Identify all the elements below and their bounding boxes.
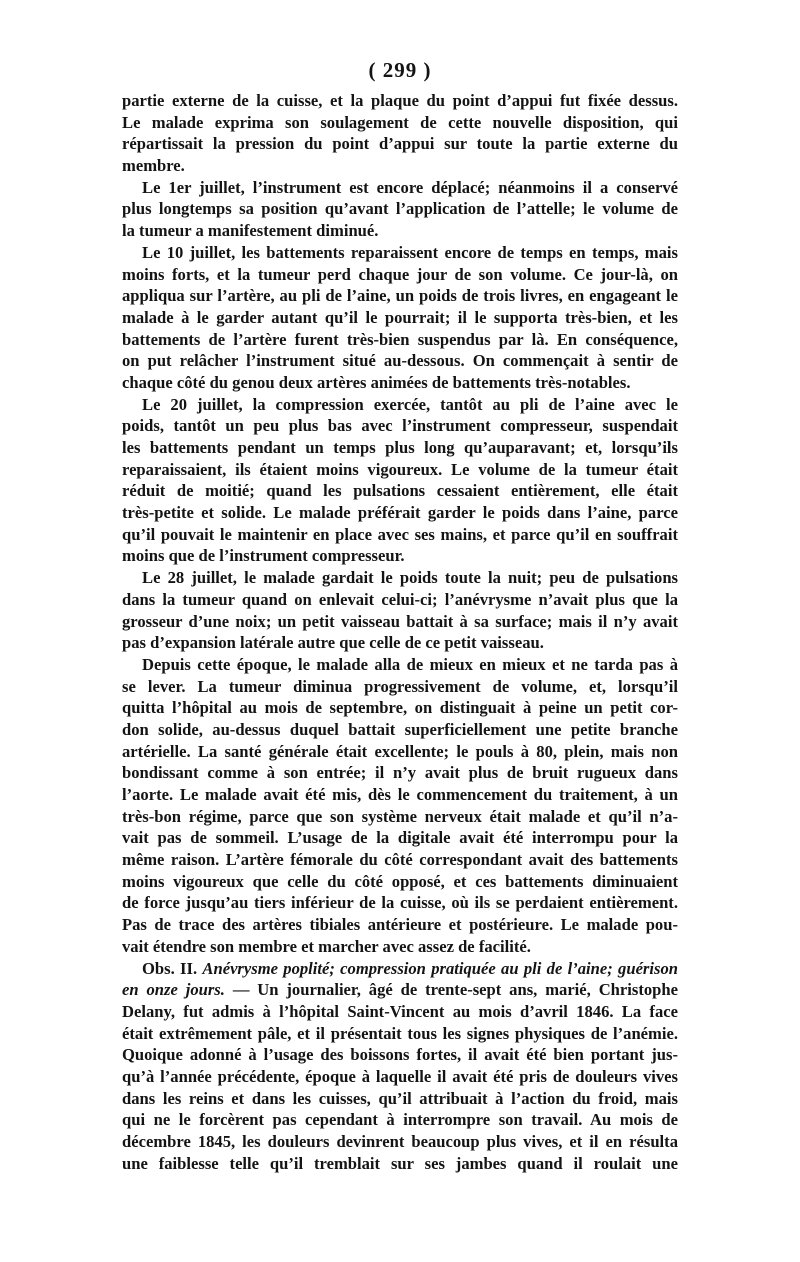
text-line: Le 1er juillet, l’instrument est encore déplacé; néanmoins il a conservé xyxy=(142,177,678,197)
text-line: se lever. La tumeur diminua progressivement de volume, et, lorsqu’il xyxy=(122,676,678,696)
text-line: même raison. L’artère fémorale du côté correspondant avait des battements xyxy=(122,850,678,870)
page-number: ( 299 ) xyxy=(368,58,432,82)
text-line: vait pas de sommeil. L’usage de la digitale avait été interrompu pour la xyxy=(122,828,678,848)
text-line: décembre 1845, les douleurs devinrent beaucoup plus vives, et il en résulta xyxy=(122,1132,678,1151)
text-line: Delany, fut admis à l’hôpital Saint-Vincent au mois d’avril 1846. La face xyxy=(122,1001,678,1021)
text-line: réduit de moitié; quand les pulsations cessaient entièrement, elle était xyxy=(122,481,678,501)
text-line: moins forts, et la tumeur perd chaque jour de son volume. Ce jour-là, on xyxy=(122,264,678,284)
text-line: la tumeur a manifestement diminué. xyxy=(122,221,379,241)
observation-first-sentence: — Un journalier, âgé de trente-sept ans, marié, Christophe xyxy=(232,980,678,1000)
observation-title: Anévrysme poplité; compression pratiquée au pli de l’aine; guérison xyxy=(202,958,678,978)
text-line: était extrêmement pâle, et il présentait tous les signes physiques de l’anémie. xyxy=(122,1023,678,1043)
text-line: moins vigoureux que celle du côté opposé, et ces battements diminuaient xyxy=(122,871,678,891)
text-line: Le 20 juillet, la compression exercée, tantôt au pli de l’aine avec le xyxy=(142,394,678,414)
text-line: bondissant comme à son entrée; il n’y avait plus de bruit rugueux dans xyxy=(122,763,678,783)
text-line: dans les reins et dans les cuisses, qu’il attribuait à l’action du froid, mais xyxy=(122,1088,678,1108)
text-line: Quoique adonné à l’usage des boissons fortes, il avait été bien portant jus- xyxy=(122,1045,678,1065)
text-line: on put relâcher l’instrument situé au-dessous. On commençait à sentir de xyxy=(122,351,678,371)
text-line: vait étendre son membre et marcher avec assez de facilité. xyxy=(122,936,531,956)
text-line: reparaissaient, ils étaient moins vigoureux. Le volume de la tumeur était xyxy=(122,459,678,479)
text-line: une faiblesse telle qu’il tremblait sur ses jambes quand il roulait une xyxy=(122,1153,678,1173)
text-line: qu’il pouvait le maintenir en place avec ses mains, et parce qu’il en souffrait xyxy=(122,524,678,544)
text-line: don solide, au-dessus duquel battait superficiellement une petite branche xyxy=(122,719,678,739)
text-line: dans la tumeur quand on enlevait celui-ci; l’anévrysme n’avait plus que la xyxy=(122,589,678,609)
text-line: pas d’expansion latérale autre que celle de ce petit vaisseau. xyxy=(122,633,544,653)
text-line: Depuis cette époque, le malade alla de mieux en mieux et ne tarda pas à xyxy=(142,654,678,674)
text-line: plus longtemps sa position qu’avant l’application de l’attelle; le volume de xyxy=(122,199,678,219)
text-line: quitta l’hôpital au mois de septembre, on distinguait à peine un petit cor- xyxy=(122,698,678,718)
observation-heading-line-2 xyxy=(122,979,678,1001)
text-line: malade à le garder autant qu’il le pourrait; il le supporta très-bien, et les xyxy=(122,307,678,327)
observation-heading-line xyxy=(122,958,678,980)
text-line: poids, tantôt un peu plus bas avec l’instrument compresseur, suspendait xyxy=(122,416,678,436)
text-line: artérielle. La santé générale était excellente; le pouls à 80, plein, mais non xyxy=(122,741,678,761)
text-line: qui ne le forcèrent pas cependant à interrompre son travail. Au mois de xyxy=(122,1110,678,1130)
text-line: appliqua sur l’artère, au pli de l’aine, un poids de trois livres, en engageant le xyxy=(122,286,678,306)
text-line: partie externe de la cuisse, et la plaque du point d’appui fut fixée dessus. xyxy=(122,91,678,110)
text-line: l’aorte. Le malade avait été mis, dès le commencement du traitement, à un xyxy=(122,785,678,804)
text-line: répartissait la pression du point d’appui sur toute la partie externe du xyxy=(122,134,678,154)
text-line: de force jusqu’au tiers inférieur de la cuisse, où ils se perdaient entièrement. xyxy=(122,893,678,913)
body-text xyxy=(122,90,678,1174)
text-line: Pas de trace des artères tibiales antérieure et postérieure. Le malade pou- xyxy=(122,915,678,935)
main-paragraphs xyxy=(122,90,678,958)
text-line: très-petite et solide. Le malade préférait garder le poids dans l’aine, parce xyxy=(122,503,678,523)
text-line: chaque côté du genou deux artères animées de battements très-notables. xyxy=(122,372,631,392)
text-line: moins que de l’instrument compresseur. xyxy=(122,546,405,566)
text-line: très-bon régime, parce que son système nerveux était malade et qu’il n’a- xyxy=(122,806,678,826)
text-line: battements de l’artère furent très-bien suspendus par là. En conséquence, xyxy=(122,329,678,349)
text-line: les battements pendant un temps plus long qu’auparavant; et, lorsqu’ils xyxy=(122,438,678,457)
text-line: membre. xyxy=(122,156,185,176)
text-line: Le malade exprima son soulagement de cette nouvelle disposition, qui xyxy=(122,112,678,132)
text-line: qu’à l’année précédente, époque à laquelle il avait été pris de douleurs vives xyxy=(122,1066,678,1086)
observation-title-end: en onze jours. xyxy=(122,980,225,1000)
observation-label: Obs. II. xyxy=(142,958,198,978)
observation-paragraph xyxy=(122,1001,678,1175)
text-line: grosseur d’une noix; un petit vaisseau battait à sa surface; mais il n’y avait xyxy=(122,611,678,631)
text-line: Le 28 juillet, le malade gardait le poids toute la nuit; peu de pulsations xyxy=(142,568,678,588)
text-line: Le 10 juillet, les battements reparaissent encore de temps en temps, mais xyxy=(142,242,678,262)
